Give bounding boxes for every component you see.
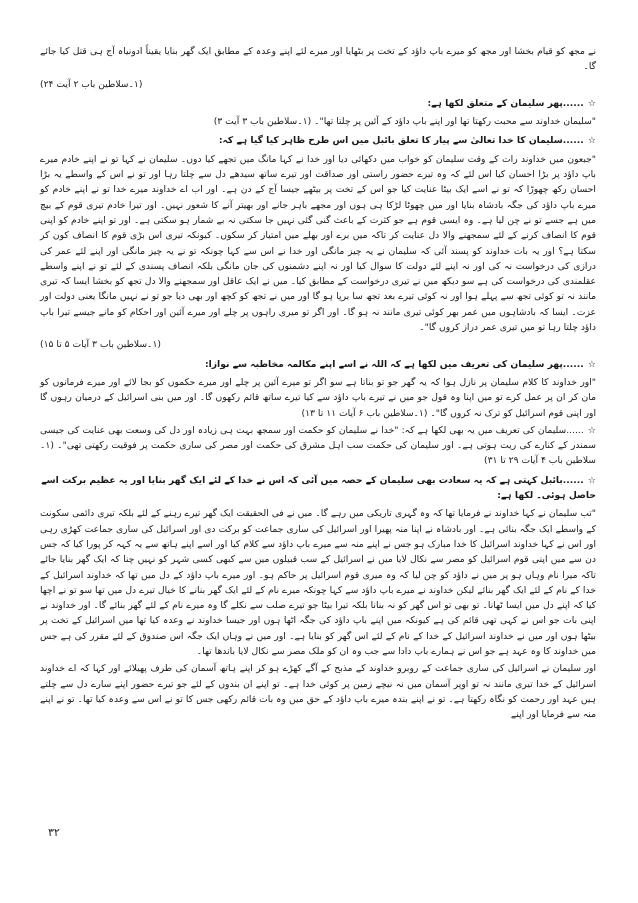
block-text: ......سلیمان کا خدا تعالیٰ سے پیار کا تعلق بائبل میں اس طرح ظاہر کیا گیا ہے کہ: [218, 135, 584, 147]
paragraph [40, 661, 596, 722]
block-text: "جبعون میں خداوند رات کے وقت سلیمان کو خواب میں دکھائی دیا اور خدا نے کہا مانگ میں تجھے کیا دوں۔ سلیمان نے کہا تو نے اپنے خادم میرے باپ داؤد پر بڑا احسان کیا اس لئے کہ وہ تیرے حضور راستی اور صداقت اور تیرے ساتھ سیدھے دل سے چلتا رہا اور تو نے اس کے واسطے یہ بڑا احسان رکھ چھوڑا کہ تو نے اسے ایک بیٹا عنایت کیا جو اس کے تخت پر بیٹھے جیسا آج کے دن ہے۔ اور اب اے خداوند میرے خدا تو نے اپنے خادم کو میرے باپ داؤد کی جگہ بادشاہ بنایا اور میں چھوٹا لڑکا ہی ہوں اور مجھے باہر جانے اور بھیتر آنے کا شعور نہیں۔ اور تیرا خادم تیری قوم کے بیچ میں ہے جسے تو نے چن لیا ہے۔ وہ ایسی قوم ہے جو کثرت کے باعث گنی گئی نہیں جا سکتی نہ بے شمار ہو سکتی ہے۔ اور تو اپنے خادم کو اپنی قوم کا انصاف کرنے کے لئے سمجھنے والا دل عنایت کر تاکہ میں برے اور بھلے میں امتیاز کر سکوں۔ کیونکہ تیری اس بڑی قوم کا انصاف کون کر سکتا ہے؟ اور یہ بات خداوند کو پسند آئی کہ سلیمان نے یہ چیز مانگی اور خدا نے اس سے کہا چونکہ تو نے یہ چیز مانگی اور اپنے لئے عمر کی درازی کی درخواست نہ کی اور نہ اپنے لئے دولت کا سوال کیا اور نہ اپنے دشمنوں کی جان مانگی بلکہ انصاف پسندی کے لئے تو نے اپنے واسطے عقلمندی کی درخواست کی ہے سو دیکھ میں نے تیری درخواست کے مطابق کیا۔ میں نے ایک عاقل اور سمجھنے والا دل تجھ کو بخشا ایسا کہ تیری مانند نہ تو کوئی تجھ سے پہلے ہوا اور نہ کوئی تیرے بعد تجھ سا برپا ہو گا اور میں نے تجھ کو کچھ اور بھی دیا جو تو نے نہیں مانگا یعنی دولت اور عزت۔ ایسا کہ بادشاہوں میں عمر بھر کوئی تیری مانند نہ ہو گا۔ اور اگر تو میری راہوں پر چلے اور میرے آئین اور احکام کو مانے جیسے تیرا باپ داؤد چلتا رہا تو میں تیری عمر دراز کروں گا"۔ [40, 153, 596, 334]
block-text: (۱۔سلاطین باب ۳ آیات ۵ تا ۱۵) [40, 339, 161, 351]
block-text: ......سلیمان کی تعریف میں یہ بھی لکھا ہے کہ: "خدا نے سلیمان کو حکمت اور سمجھ بہت ہی زیادہ اور دل کی وسعت بھی عنایت کی جیسی سمندر کے کنارے کی ریت ہوتی ہے۔ اور سلیمان کی حکمت سب اہل مشرق کی حکمت اور مصر کی ساری حکمت پر فوقیت رکھتی تھی"۔ (۱۔سلاطین باب ۴ آیات ۲۹ تا ۳۱) [40, 424, 596, 467]
block-text: نے مجھ کو قیام بخشا اور مجھ کو میرے باپ داؤد کے تخت پر بٹھایا اور میرے لئے اپنے وعدہ کے مطابق ایک گھر بنایا یقیناً ادونیاہ آج ہی قتل کیا جائے گا۔ [40, 46, 596, 73]
star-icon: ☆ [587, 424, 596, 436]
block-text: اور سلیمان نے اسرائیل کی ساری جماعت کے روبرو خداوند کے مذبح کے آگے کھڑے ہو کر اپنے ہاتھ آسمان کی طرف پھیلائے اور کہا کہ اے خداوند اسرائیل کے خدا تیری مانند نہ تو اوپر آسمان میں نہ نیچے زمین پر کوئی خدا ہے۔ تو اپنے ان بندوں کے لئے جو تیرے حضور اپنے سارے دل سے چلتے ہیں عہد اور رحمت کو نگاہ رکھتا ہے۔ تو نے اپنے بندہ میرے باپ داؤد کے حق میں وہ بات قائم رکھی جس کا تو نے اس سے وعدہ کیا تھا۔ تو نے اپنے منہ سے فرمایا اور اپنے [40, 663, 596, 721]
paragraph [40, 375, 596, 421]
star-icon: ☆ [587, 358, 596, 370]
block-text: ......پھر سلیمان کی تعریف میں لکھا ہے کہ اللہ نے اسے اپنے مکالمہ مخاطبہ سے نوازا: [204, 358, 584, 370]
paragraph [40, 152, 596, 336]
star-icon: ☆ [587, 474, 596, 486]
block-text: ......بائبل کہتی ہے کہ یہ سعادت بھی سلیمان کے حصہ میں آئی کہ اس نے خدا کے لئے ایک گھر بنایا اور یہ عظیم برکت اسے حاصل ہوئی۔ لکھا ہے: [41, 474, 596, 502]
paragraph [40, 44, 596, 75]
citation [40, 77, 596, 92]
block-text: (۱۔سلاطین باب ۲ آیت ۲۴) [40, 78, 143, 90]
section-heading [40, 133, 596, 148]
block-text: "اور خداوند کا کلام سلیمان پر نازل ہوا کہ یہ گھر جو تو بناتا ہے سو اگر تو میرے آئین پر چلے اور میرے حکموں کو بجا لائے اور میرے فرمانوں کو مان کر ان پر عمل کرے تو میں اپنا وہ قول جو میں نے تیرے باپ داؤد سے کیا تیرے ساتھ قائم رکھوں گا۔ اور میں بنی اسرائیل کے درمیان رہوں گا اور اپنی قوم اسرائیل کو ترک نہ کروں گا"۔ (۱۔سلاطین باب ۶ آیات ۱۱ تا ۱۳) [40, 376, 596, 419]
section-heading [40, 96, 596, 111]
paragraph [40, 423, 596, 469]
block-text: "تب سلیمان نے کہا خداوند نے فرمایا تھا کہ وہ گہری تاریکی میں رہے گا۔ میں نے فی الحقیقت ایک گھر تیرے رہنے کے لئے بلکہ تیری دائمی سکونت کے واسطے ایک جگہ بنائی ہے۔ اور بادشاہ نے اپنا منہ پھیرا اور اسرائیل کی ساری جماعت کو برکت دی اور اسرائیل کی ساری جماعت کھڑی رہی اور اس نے کہا خداوند اسرائیل کا خدا مبارک ہو جس نے اپنے منہ سے میرے باپ داؤد سے کلام کیا اور اسے اپنے ہاتھ سے یہ کہہ کر پورا کیا کہ جس دن سے میں اپنی قوم اسرائیل کو مصر سے نکال لایا میں نے اسرائیل کے سب قبیلوں میں سے کبھی کسی شہر کو نہیں چنا کہ ایک گھر بنایا جائے تاکہ میرا نام وہاں ہو پر میں نے داؤد کو چن لیا کہ وہ میری قوم اسرائیل پر حاکم ہو۔ اور میرے باپ داؤد کے دل میں تھا کہ خداوند اسرائیل کے خدا کے نام کے لئے ایک گھر بنائے لیکن خداوند نے میرے باپ داؤد سے کہا چونکہ میرے نام کے لئے ایک گھر بنانے کا خیال تیرے دل میں تھا سو تو نے اچھا کیا کہ اپنے دل میں ایسا ٹھانا۔ تو بھی تو اس گھر کو نہ بنانا بلکہ تیرا بیٹا جو تیرے صلب سے نکلے گا وہ میرے نام کے لئے گھر بنائے گا۔ اور خداوند نے اپنی بات جو اس نے کہی تھی قائم کی ہے کیونکہ میں اپنے باپ داؤد کی جگہ اٹھا ہوں اور جیسا خداوند نے وعدہ کیا تھا میں اسرائیل کے تخت پر بیٹھا ہوں اور میں نے خداوند اسرائیل کے خدا کے نام کے لئے اس گھر کو بنایا ہے۔ اور میں نے وہاں ایک جگہ اس صندوق کے لئے مقرر کی ہے جس میں خداوند کا وہ عہد ہے جو اس نے ہمارے باپ دادا سے جب وہ ان کو ملک مصر سے نکال لایا باندھا تھا۔ [40, 508, 596, 657]
paragraph [40, 114, 596, 129]
paragraph [40, 506, 596, 659]
section-heading [40, 357, 596, 372]
block-text: "سلیمان خداوند سے محبت رکھتا تھا اور اپنے باپ داؤد کے آئین پر چلتا تھا"۔ (۱۔سلاطین باب ۳ آیت ۳) [213, 116, 596, 128]
star-icon: ☆ [587, 97, 596, 109]
block-text: ......پھر سلیمان کے متعلق لکھا ہے: [427, 97, 584, 109]
page-number: ۳۲ [48, 826, 60, 839]
citation [40, 337, 596, 352]
section-heading [40, 473, 596, 504]
star-icon: ☆ [587, 135, 596, 147]
